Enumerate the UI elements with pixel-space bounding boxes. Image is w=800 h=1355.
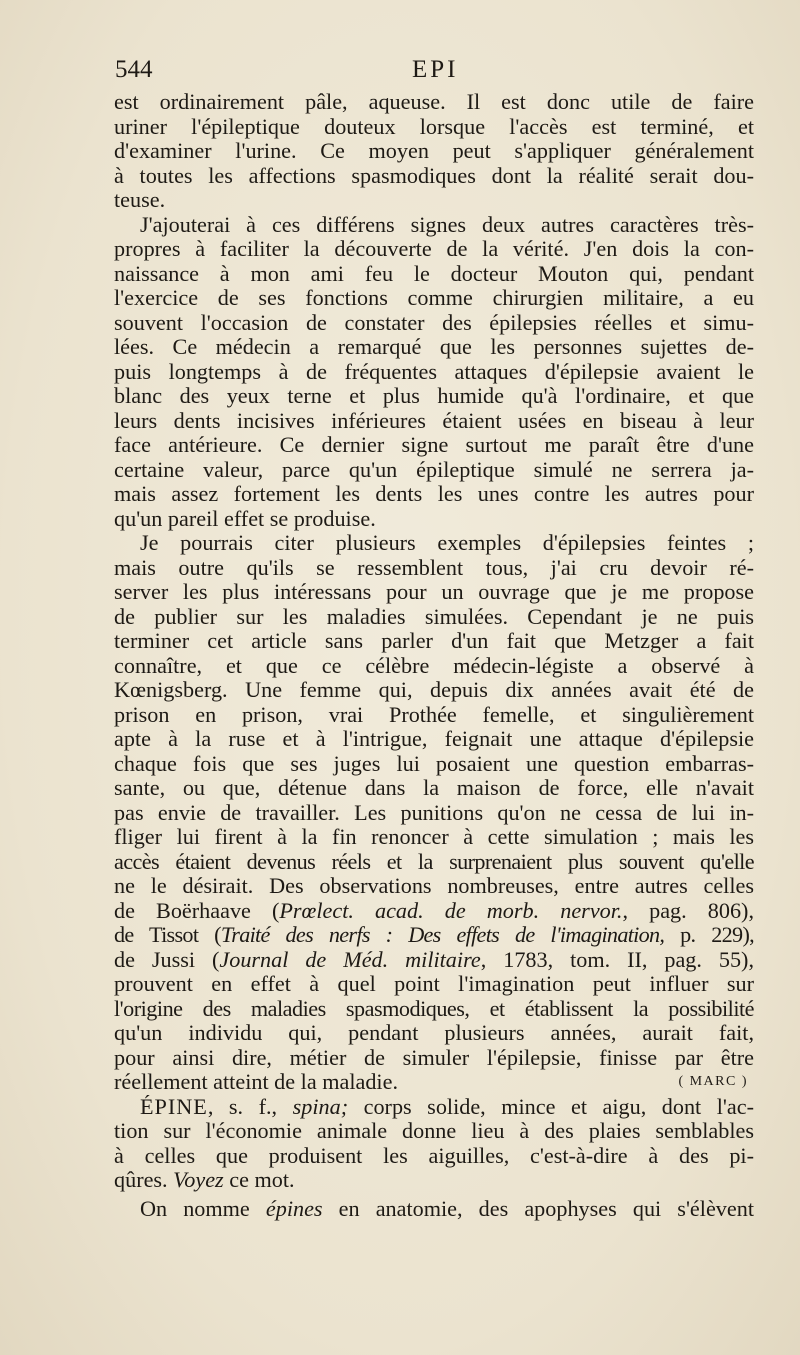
entry-epine <box>114 1095 754 1193</box>
text-line: l'exercice de ses fonctions comme chirurgien militaire, a eu <box>114 286 754 310</box>
text-line: accès étaient devenus réels et la surprenaient plus souvent qu'elle <box>114 849 754 874</box>
text-line: propres à faciliter la découverte de la vérité. J'en dois la con- <box>114 237 754 261</box>
entry-grammar: , s. f., <box>207 1094 293 1119</box>
text-line: qûres. <box>114 1168 174 1192</box>
reference-line <box>114 948 754 973</box>
page-number: 544 <box>115 56 153 83</box>
page-header <box>112 56 752 88</box>
running-head: EPI <box>412 56 459 83</box>
final-line <box>114 1197 754 1222</box>
text-line: lées. Ce médecin a remarqué que les personnes sujettes de- <box>114 335 754 359</box>
reference-line <box>114 899 754 924</box>
text-line: prouvent en effet à quel point l'imagination peut influer sur <box>114 972 754 996</box>
text-line: mais outre qu'ils se ressemblent tous, j'ai cru devoir ré- <box>114 555 754 580</box>
text-line: est ordinairement pâle, aqueuse. Il est donc utile de faire <box>114 90 754 114</box>
text-line: réellement atteint de la maladie. <box>114 1069 398 1094</box>
entry-last-line <box>114 1168 754 1193</box>
reference-text: de Tissot ( <box>114 923 221 947</box>
paragraph-urine <box>114 90 754 213</box>
paragraph-examples <box>114 531 754 1095</box>
text-line: mais assez fortement les dents les unes contre les autres pour <box>114 482 754 506</box>
text-line: pas envie de travailler. Les punitions qu'on ne cessa de lui in- <box>114 800 754 825</box>
reference-text: p. 229), <box>664 923 754 947</box>
text-line: sante, ou que, détenue dans la maison de force, elle n'avait <box>114 776 754 800</box>
text-line: terminer cet article sans parler d'un fait que Metzger a fait <box>114 629 754 653</box>
text-line: fliger lui firent à la fin renoncer à cette simulation ; mais les <box>114 825 754 849</box>
reference-line <box>114 923 754 948</box>
text-line: en anatomie, des apophyses qui s'élèvent <box>322 1196 754 1221</box>
text-line: souvent l'occasion de constater des épilepsies réelles et simu- <box>114 310 754 335</box>
entry-latin: spina; <box>292 1094 349 1119</box>
cross-reference: Voyez <box>173 1168 224 1192</box>
italic-term: épines <box>265 1196 323 1221</box>
text-line: tion sur l'économie animale donne lieu à des plaies semblables <box>114 1119 754 1143</box>
entry-definition: corps solide, mince et aigu, dont l'ac- <box>348 1094 754 1119</box>
text-line: chaque fois que ses juges lui posaient une question embarras- <box>114 751 754 776</box>
text-line: certaine valeur, parce qu'un épileptique simulé ne serrera ja- <box>114 457 754 482</box>
reference-text: , pag. 806), <box>622 898 754 923</box>
text-line: qu'un individu qui, pendant plusieurs années, aurait fait, <box>114 1021 754 1045</box>
text-line: l'origine des maladies spasmodiques, et établissent la possibilité <box>114 996 754 1021</box>
reference-title: Journal de Méd. militaire <box>219 947 481 972</box>
text-line: blanc des yeux terne et plus humide qu'à l'ordinaire, et que <box>114 384 754 408</box>
text-line: à toutes les affections spasmodiques dont la réalité serait dou- <box>114 163 754 188</box>
author-signature: ( MARC ) <box>678 1074 748 1089</box>
text-line: pour ainsi dire, métier de simuler l'épilepsie, finisse par être <box>114 1045 754 1070</box>
entry-line <box>114 1095 754 1120</box>
text-line: ce mot. <box>223 1168 295 1192</box>
text-line: apte à la ruse et à l'intrigue, feignait une attaque d'épilepsie <box>114 727 754 751</box>
text-line: ne le désirait. Des observations nombreuses, entre autres celles <box>114 874 754 898</box>
text-line: connaître, et que ce célèbre médecin-légiste a observé à <box>114 653 754 678</box>
text-line: puis longtemps à de fréquentes attaques d'épilepsie avaient le <box>114 359 754 384</box>
entry-headword: ÉPINE <box>140 1094 208 1119</box>
reference-text: de Jussi ( <box>114 947 220 972</box>
text-line: d'examiner l'urine. Ce moyen peut s'appliquer généralement <box>114 139 754 163</box>
text-line: face antérieure. Ce dernier signe surtout me paraît être d'une <box>114 433 754 457</box>
paragraph-signs <box>114 213 754 532</box>
text-line: leurs dents incisives inférieures étaient usées en biseau à leur <box>114 408 754 433</box>
text-line: On nomme <box>140 1196 266 1221</box>
text-line: uriner l'épileptique douteux lorsque l'accès est terminé, et <box>114 114 754 139</box>
text-line: J'ajouterai à ces différens signes deux autres caractères très- <box>140 212 754 237</box>
body-text <box>114 90 754 1221</box>
reference-text: , 1783, tom. II, pag. 55), <box>480 947 754 972</box>
paragraph-anatomy <box>114 1197 754 1222</box>
reference-title: Traité des nerfs : Des effets de l'imagination, <box>220 923 665 947</box>
reference-title: Prœlect. acad. de morb. nervor. <box>279 898 623 923</box>
text-line: prison en prison, vrai Prothée femelle, et singulièrement <box>114 702 754 727</box>
reference-text: de Boërhaave ( <box>114 898 280 923</box>
text-line: Je pourrais citer plusieurs exemples d'épilepsies feintes ; <box>140 531 754 555</box>
text-line: qu'un pareil effet se produise. <box>114 506 376 531</box>
text-line: Kœnigsberg. Une femme qui, depuis dix années avait été de <box>114 678 754 702</box>
text-line: de publier sur les maladies simulées. Cependant je ne puis <box>114 604 754 629</box>
text-line: naissance à mon ami feu le docteur Mouton qui, pendant <box>114 261 754 286</box>
text-line: teuse. <box>114 188 166 212</box>
text-line: à celles que produisent les aiguilles, c'est-à-dire à des pi- <box>114 1143 754 1168</box>
text-line: server les plus intéressans pour un ouvrage que je me propose <box>114 580 754 604</box>
closing-line <box>114 1070 754 1095</box>
